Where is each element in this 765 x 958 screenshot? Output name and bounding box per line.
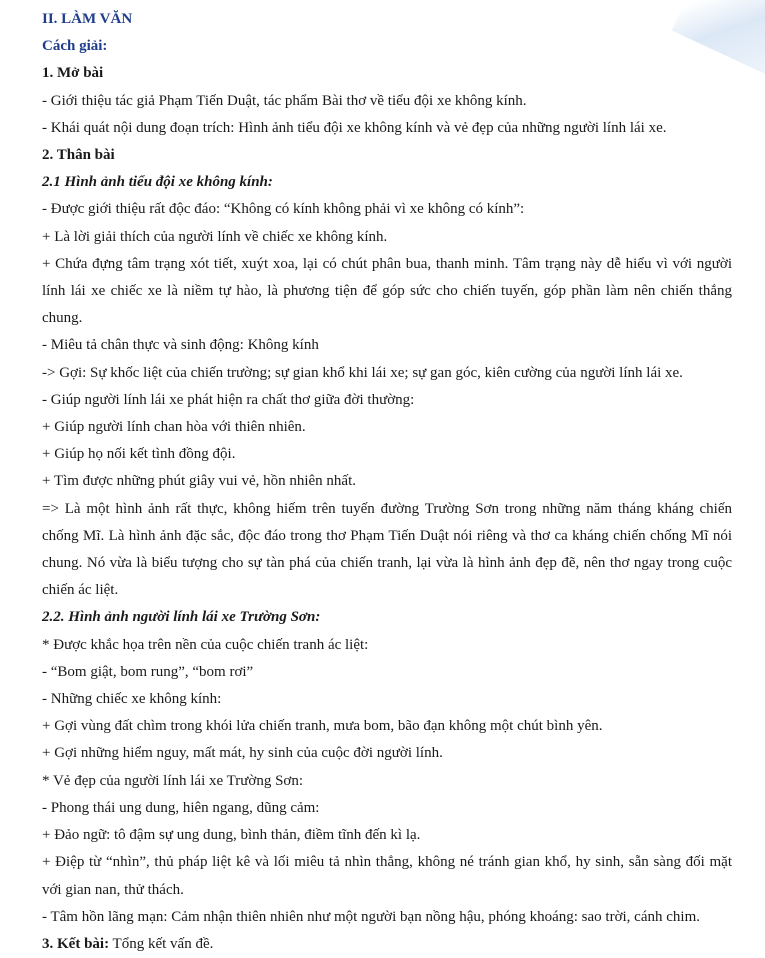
text-line: - Phong thái ung dung, hiên ngang, dũng cảm:: [42, 799, 320, 816]
text-line: -> Gợi: Sự khốc liệt của chiến trường; sự gian khổ khi lái xe; sự gan góc, kiên cường của người lính lái xe.: [42, 364, 683, 381]
section-title: II. LÀM VĂN: [42, 11, 133, 27]
conclusion-text: Tổng kết vấn đề.: [109, 935, 214, 952]
text-line: - Những chiếc xe không kính:: [42, 691, 222, 708]
text-line: - Được giới thiệu rất độc đáo: “Không có kính không phải vì xe không có kính”:: [42, 201, 525, 218]
text-paragraph: + Điệp từ “nhìn”, thủ pháp liệt kê và lối miêu tả nhìn thẳng, không né tránh gian khổ, hy sinh, sẵn sàng đối mặt với gian nan, thử thách.: [42, 854, 732, 898]
subsection-heading-2-2: 2.2. Hình ảnh người lính lái xe Trường Sơn:: [42, 609, 321, 626]
text-line: + Giúp họ nối kết tình đồng đội.: [42, 446, 236, 463]
text-line: + Gợi vùng đất chìm trong khói lửa chiến tranh, mưa bom, bão đạn không một chút bình yên.: [42, 718, 603, 735]
text-paragraph: => Là một hình ảnh rất thực, không hiếm trên tuyến đường Trường Sơn trong những năm tháng kháng chiến chống Mĩ. Là hình ảnh đặc sắc, độc đáo trong thơ Phạm Tiến Duật nói riêng và thơ ca kháng chiến chống Mĩ nói chung. Nó vừa là biểu tượng cho sự tàn phá của chiến tranh, lại vừa là hình ảnh đẹp đẽ, nên thơ ngay trong cuộc chiến ác liệt.: [42, 500, 732, 599]
text-line: + Gợi những hiểm nguy, mất mát, hy sinh của cuộc đời người lính.: [42, 745, 443, 762]
text-line: + Giúp người lính chan hòa với thiên nhiên.: [42, 419, 306, 436]
text-line: + Đảo ngữ: tô đậm sự ung dung, bình thản, điềm tĩnh đến kì lạ.: [42, 827, 421, 844]
method-label: Cách giải:: [42, 38, 108, 55]
text-line: - “Bom giật, bom rung”, “bom rơi”: [42, 663, 254, 680]
intro-line: - Giới thiệu tác giả Phạm Tiến Duật, tác phẩm Bài thơ về tiểu đội xe không kính.: [42, 92, 527, 109]
intro-line: - Khái quát nội dung đoạn trích: Hình ảnh tiểu đội xe không kính và vẻ đẹp của những người lính lái xe.: [42, 119, 667, 136]
text-line: * Được khắc họa trên nền của cuộc chiến tranh ác liệt:: [42, 636, 369, 653]
body-heading: 2. Thân bài: [42, 147, 115, 164]
text-paragraph: + Chứa đựng tâm trạng xót tiết, xuýt xoa, lại có chút phân bua, thanh minh. Tâm trạng này dễ hiểu vì với người lính lái xe chiếc xe là niềm tự hào, là phương tiện để góp sức cho chiến tuyến, góp phần làm nên chiến thắng chung.: [42, 255, 732, 327]
subsection-heading-2-1: 2.1 Hình ảnh tiểu đội xe không kính:: [42, 174, 273, 191]
text-line: - Giúp người lính lái xe phát hiện ra chất thơ giữa đời thường:: [42, 391, 415, 408]
document-page: [42, 6, 732, 958]
text-line: - Tâm hồn lãng mạn: Cảm nhận thiên nhiên như một người bạn nồng hậu, phóng khoáng: sao trời, cánh chim.: [42, 908, 700, 925]
text-line: + Là lời giải thích của người lính về chiếc xe không kính.: [42, 228, 388, 245]
intro-heading: 1. Mở bài: [42, 65, 104, 82]
text-line: - Miêu tả chân thực và sinh động: Không kính: [42, 337, 319, 354]
conclusion-heading: 3. Kết bài:: [42, 935, 110, 952]
text-line: * Vẻ đẹp của người lính lái xe Trường Sơn:: [42, 772, 304, 789]
text-line: + Tìm được những phút giây vui vẻ, hồn nhiên nhất.: [42, 473, 357, 490]
